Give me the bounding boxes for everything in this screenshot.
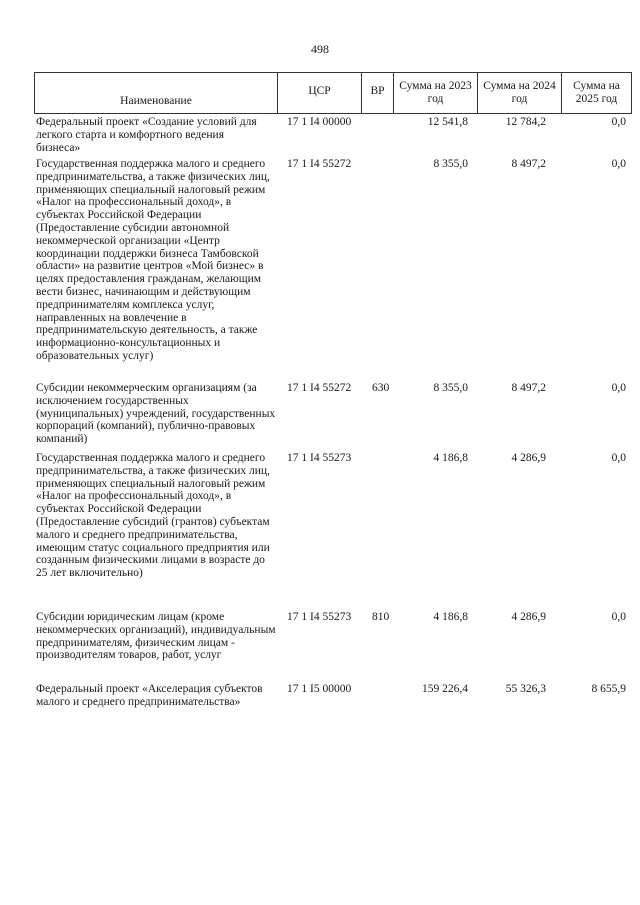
row-csr: 17 1 I5 00000 <box>287 683 352 695</box>
header-csr: ЦСР <box>277 73 361 113</box>
row-csr: 17 1 I4 55273 <box>287 611 352 623</box>
row-sum-2023: 4 186,8 <box>433 452 468 464</box>
row-csr: 17 1 I4 55272 <box>287 382 352 394</box>
row-sum-2025: 8 655,9 <box>591 683 626 695</box>
row-sum-2024: 4 286,9 <box>511 452 546 464</box>
row-sum-2023: 8 355,0 <box>433 382 468 394</box>
row-sum-2023: 4 186,8 <box>433 611 468 623</box>
header-sum-2025: Сумма на 2025 год <box>561 73 631 113</box>
row-csr: 17 1 I4 00000 <box>287 116 352 128</box>
row-sum-2024: 4 286,9 <box>511 611 546 623</box>
row-sum-2023: 8 355,0 <box>433 158 468 170</box>
row-sum-2024: 12 784,2 <box>505 116 546 128</box>
row-name: Государственная поддержка малого и среднего предпринимательства, а также физических лиц, применяющих специальный налоговый режим «Налог на профессиональный доход», в субъектах Российской Федерации (Предоставление субсидии автономной некоммерческой организации «Центр координации поддержки бизнеса Тамбовской области» на развитие центров «Мой бизнес» в целях предоставления гражданам, желающим вести бизнес, начинающим и действующим предпринимателям комплекса услуг, направленных на вовлечение в предпринимательскую деятельность, а также информационно-консультационных и образовательных услуг) <box>36 158 270 362</box>
page-number: 498 <box>311 42 329 56</box>
row-sum-2024: 55 326,3 <box>505 683 546 695</box>
row-sum-2025: 0,0 <box>611 158 626 170</box>
row-vr: 810 <box>372 611 390 623</box>
row-sum-2024: 8 497,2 <box>511 382 546 394</box>
row-name: Субсидии некоммерческим организациям (за исключением государственных (муниципальных) учреждений, государственных корпораций (компаний), публично-правовых компаний) <box>36 382 276 446</box>
row-sum-2024: 8 497,2 <box>511 158 546 170</box>
row-name: Федеральный проект «Акселерация субъектов малого и среднего предпринимательства» <box>36 683 263 708</box>
row-name: Субсидии юридическим лицам (кроме некоммерческих организаций), индивидуальным предпринимателям, физическим лицам - производителям товаров, работ, услуг <box>36 611 276 662</box>
row-sum-2025: 0,0 <box>611 452 626 464</box>
row-csr: 17 1 I4 55272 <box>287 158 352 170</box>
row-sum-2025: 0,0 <box>611 382 626 394</box>
header-sum-2024: Сумма на 2024 год <box>477 73 561 113</box>
row-csr: 17 1 I4 55273 <box>287 452 352 464</box>
row-vr: 630 <box>372 382 390 394</box>
row-name: Федеральный проект «Создание условий для легкого старта и комфортного ведения бизнеса» <box>36 116 257 154</box>
table-header <box>34 72 632 114</box>
header-name: Наименование <box>120 94 192 107</box>
row-sum-2025: 0,0 <box>611 116 626 128</box>
row-sum-2023: 12 541,8 <box>427 116 468 128</box>
header-sum-2023: Сумма на 2023 год <box>393 73 477 113</box>
header-vr: ВР <box>361 73 393 113</box>
row-sum-2023: 159 226,4 <box>422 683 468 695</box>
row-sum-2025: 0,0 <box>611 611 626 623</box>
row-name: Государственная поддержка малого и среднего предпринимательства, а также физических лиц, применяющих специальный налоговый режим «Налог на профессиональный доход», в субъектах Российской Федерации (Предоставление субсидий (грантов) субъектам малого и среднего предпринимательства, имеющим статус социального предприятия или созданным физическими лицами в возрасте до 25 лет включительно) <box>36 452 270 580</box>
